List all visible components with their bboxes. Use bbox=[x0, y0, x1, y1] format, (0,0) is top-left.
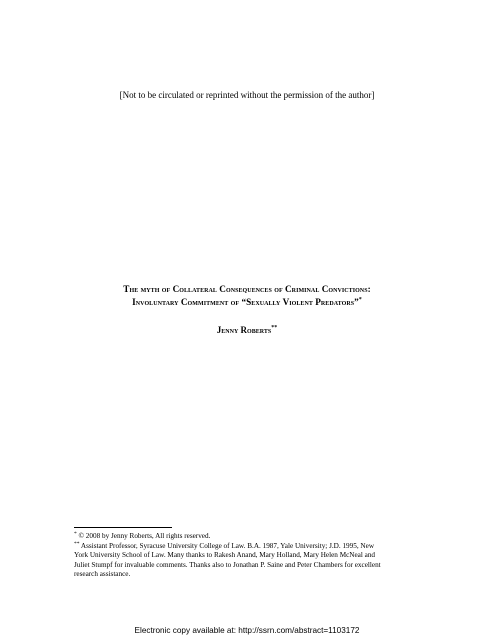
footnote-2-line-2: York University School of Law. Many thanks to Rakesh Anand, Mary Holland, Mary Helen McNeal and bbox=[74, 551, 376, 560]
paper-title bbox=[30, 283, 464, 309]
ssrn-electronic-copy-footer[interactable]: Electronic copy available at: http://ssrn.com/abstract=1103172 bbox=[134, 626, 360, 635]
author-footnote-mark[interactable]: ** bbox=[271, 325, 278, 331]
author-name: Jenny Roberts bbox=[216, 325, 272, 335]
footnote-2-line-3: Juliet Stumpf for invaluable comments. Thanks also to Jonathan P. Saine and Peter Chambers for excellent bbox=[74, 560, 381, 569]
footnote-1-mark: * bbox=[74, 531, 77, 537]
footnote-2-text-1: Assistant Professor, Syracuse University College of Law. B.A. 1987, Yale University; J.D. 1995, New bbox=[80, 541, 375, 550]
circulation-notice: [Not to be circulated or reprinted without the permission of the author] bbox=[119, 90, 375, 100]
footnote-2 bbox=[74, 542, 430, 580]
title-line-2 bbox=[30, 296, 464, 309]
footnote-separator bbox=[74, 527, 172, 528]
title-line-2-text: Involuntary Commitment of “Sexually Violent Predators” bbox=[132, 297, 359, 307]
footnote-1 bbox=[74, 532, 430, 542]
footnote-1-text: © 2008 by Jenny Roberts, All rights reserved. bbox=[78, 532, 211, 540]
author-byline bbox=[0, 325, 494, 336]
title-footnote-mark[interactable]: * bbox=[358, 297, 362, 303]
footnote-1-line-1 bbox=[74, 532, 430, 542]
footnotes bbox=[74, 532, 430, 580]
footnote-2-mark: ** bbox=[74, 540, 80, 547]
footnote-2-line-1 bbox=[74, 542, 430, 552]
title-line-1: The myth of Collateral Consequences of Criminal Convictions: bbox=[123, 284, 371, 294]
footnote-2-line-4: research assistance. bbox=[74, 570, 131, 579]
